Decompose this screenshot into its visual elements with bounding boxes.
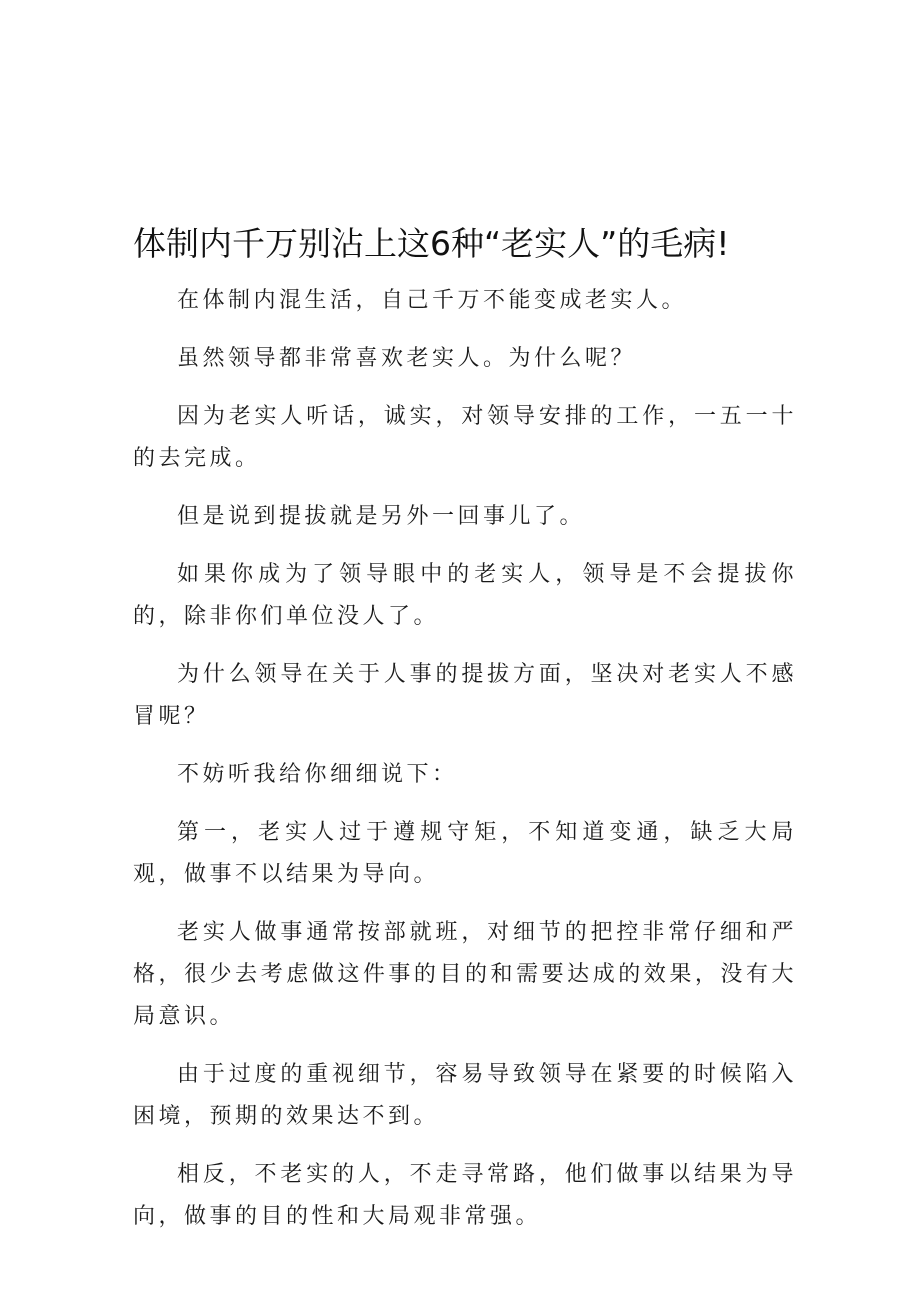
paragraph-5: 如果你成为了领导眼中的老实人，领导是不会提拔你的，除非你们单位没人了。 (133, 562, 797, 629)
article-title: 体制内千万别沾上这6种“老实人”的毛病! (133, 224, 730, 263)
paragraph-7: 不妨听我给你细细说下： (177, 762, 458, 787)
paragraph-2: 虽然领导都非常喜欢老实人。为什么呢？ (177, 346, 637, 371)
paragraph-10: 由于过度的重视细节，容易导致领导在紧要的时候陷入困境，预期的效果达不到。 (133, 1062, 797, 1129)
paragraph-9: 老实人做事通常按部就班，对细节的把控非常仔细和严格，很少去考虑做这件事的目的和需要达成的效果，没有大局意识。 (133, 920, 797, 1029)
paragraph-6: 为什么领导在关于人事的提拔方面，坚决对老实人不感冒呢？ (133, 662, 797, 729)
article-body (133, 280, 797, 1238)
paragraph-3: 因为老实人听话，诚实，对领导安排的工作，一五一十的去完成。 (133, 404, 797, 471)
paragraph-11: 相反，不老实的人，不走寻常路，他们做事以结果为导向，做事的目的性和大局观非常强。 (133, 1162, 797, 1229)
paragraph-8: 第一，老实人过于遵规守矩，不知道变通，缺乏大局观，做事不以结果为导向。 (133, 820, 797, 887)
paragraph-1: 在体制内混生活，自己千万不能变成老实人。 (177, 288, 688, 313)
paragraph-4: 但是说到提拔就是另外一回事儿了。 (177, 504, 586, 529)
